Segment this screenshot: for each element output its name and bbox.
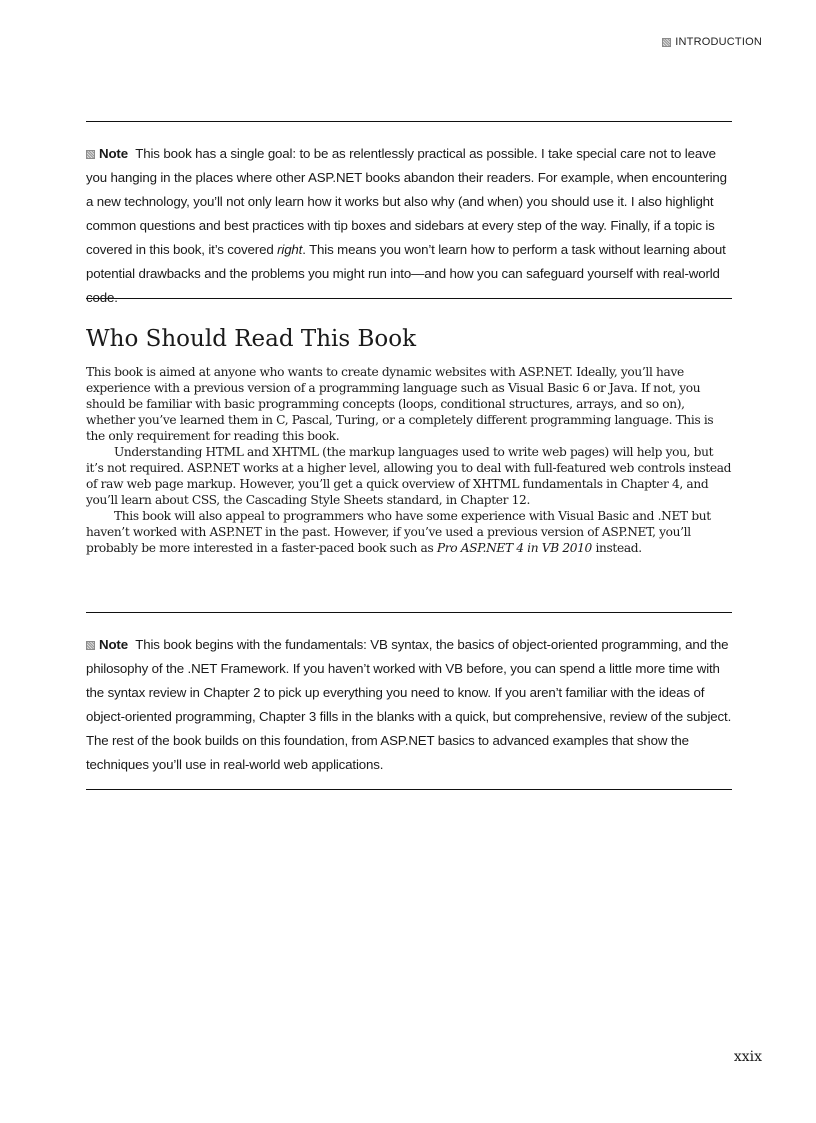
square-bullet-icon: [662, 38, 671, 47]
body-paragraph-3-end: instead.: [591, 541, 642, 555]
body-paragraph-3: [86, 508, 732, 556]
note-paragraph: [86, 633, 732, 777]
note-square-icon: [86, 150, 95, 159]
note-text: This book has a single goal: to be as relentlessly practical as possible. I take special care not to leave you hanging in the places where other ASP.NET books abandon their readers. For example, when encountering a new technology, you’ll not only learn how it works but also why (and when) you should use it. I also highlight common questions and best practices with tip boxes and sidebars at every step of the way. Finally, if a topic is covered in this book, it’s covered: [86, 146, 727, 257]
note-square-icon: [86, 641, 95, 650]
page-number: xxix: [733, 1049, 762, 1065]
note-box-fundamentals: [86, 612, 732, 790]
note-text-continued: . This means you won’t learn how to perform a task without learning about potential drawbacks and the problems you might run into—and how you can safeguard yourself with real-world code.: [86, 242, 726, 305]
running-header-label: INTRODUCTION: [675, 36, 762, 48]
body-paragraph-2: Understanding HTML and XHTML (the markup languages used to write web pages) will help you, but it’s not required. ASP.NET works at a higher level, allowing you to deal with full-featured web controls instead of raw web page markup. However, you’ll get a quick overview of XHTML fundamentals in Chapter 4, and you’ll learn about CSS, the Cascading Style Sheets standard, in Chapter 12.: [86, 445, 732, 507]
note-text: This book begins with the fundamentals: VB syntax, the basics of object-oriented programming, and the philosophy of the .NET Framework. If you haven’t worked with VB before, you can spend a little more time with the syntax review in Chapter 2 to pick up everything you need to know. If you aren’t familiar with the ideas of object-oriented programming, Chapter 3 fills in the blanks with a quick, but comprehensive, review of the subject. The rest of the book builds on this foundation, from ASP.NET basics to advanced examples that show the techniques you’ll use in real-world web applications.: [86, 637, 732, 772]
note-label: Note: [99, 637, 128, 652]
note-paragraph: [86, 142, 732, 310]
note-label: Note: [99, 146, 128, 161]
note-box-practical: [86, 121, 732, 305]
body-paragraph-3-text: This book will also appeal to programmers who have some experience with Visual Basic and .NET but haven’t worked with ASP.NET in the past. However, if you’ve used a previous version of ASP.NET, you’ll probably be more interested in a faster-paced book such as: [86, 509, 711, 555]
note-emphasis: right: [277, 242, 303, 257]
section-heading: Who Should Read This Book: [86, 326, 417, 352]
section-body: [86, 364, 732, 556]
book-title: Pro ASP.NET 4 in VB 2010: [436, 541, 592, 555]
running-header: [662, 36, 762, 48]
body-paragraph-1: This book is aimed at anyone who wants to create dynamic websites with ASP.NET. Ideally, you’ll have experience with a previous version of a programming language such as Visual Basic 6 or Java. If not, you should be familiar with basic programming concepts (loops, conditional structures, arrays, and so on), whether you’ve learned them in C, Pascal, Turing, or a completely different programming language. This is the only requirement for reading this book.: [86, 365, 714, 443]
